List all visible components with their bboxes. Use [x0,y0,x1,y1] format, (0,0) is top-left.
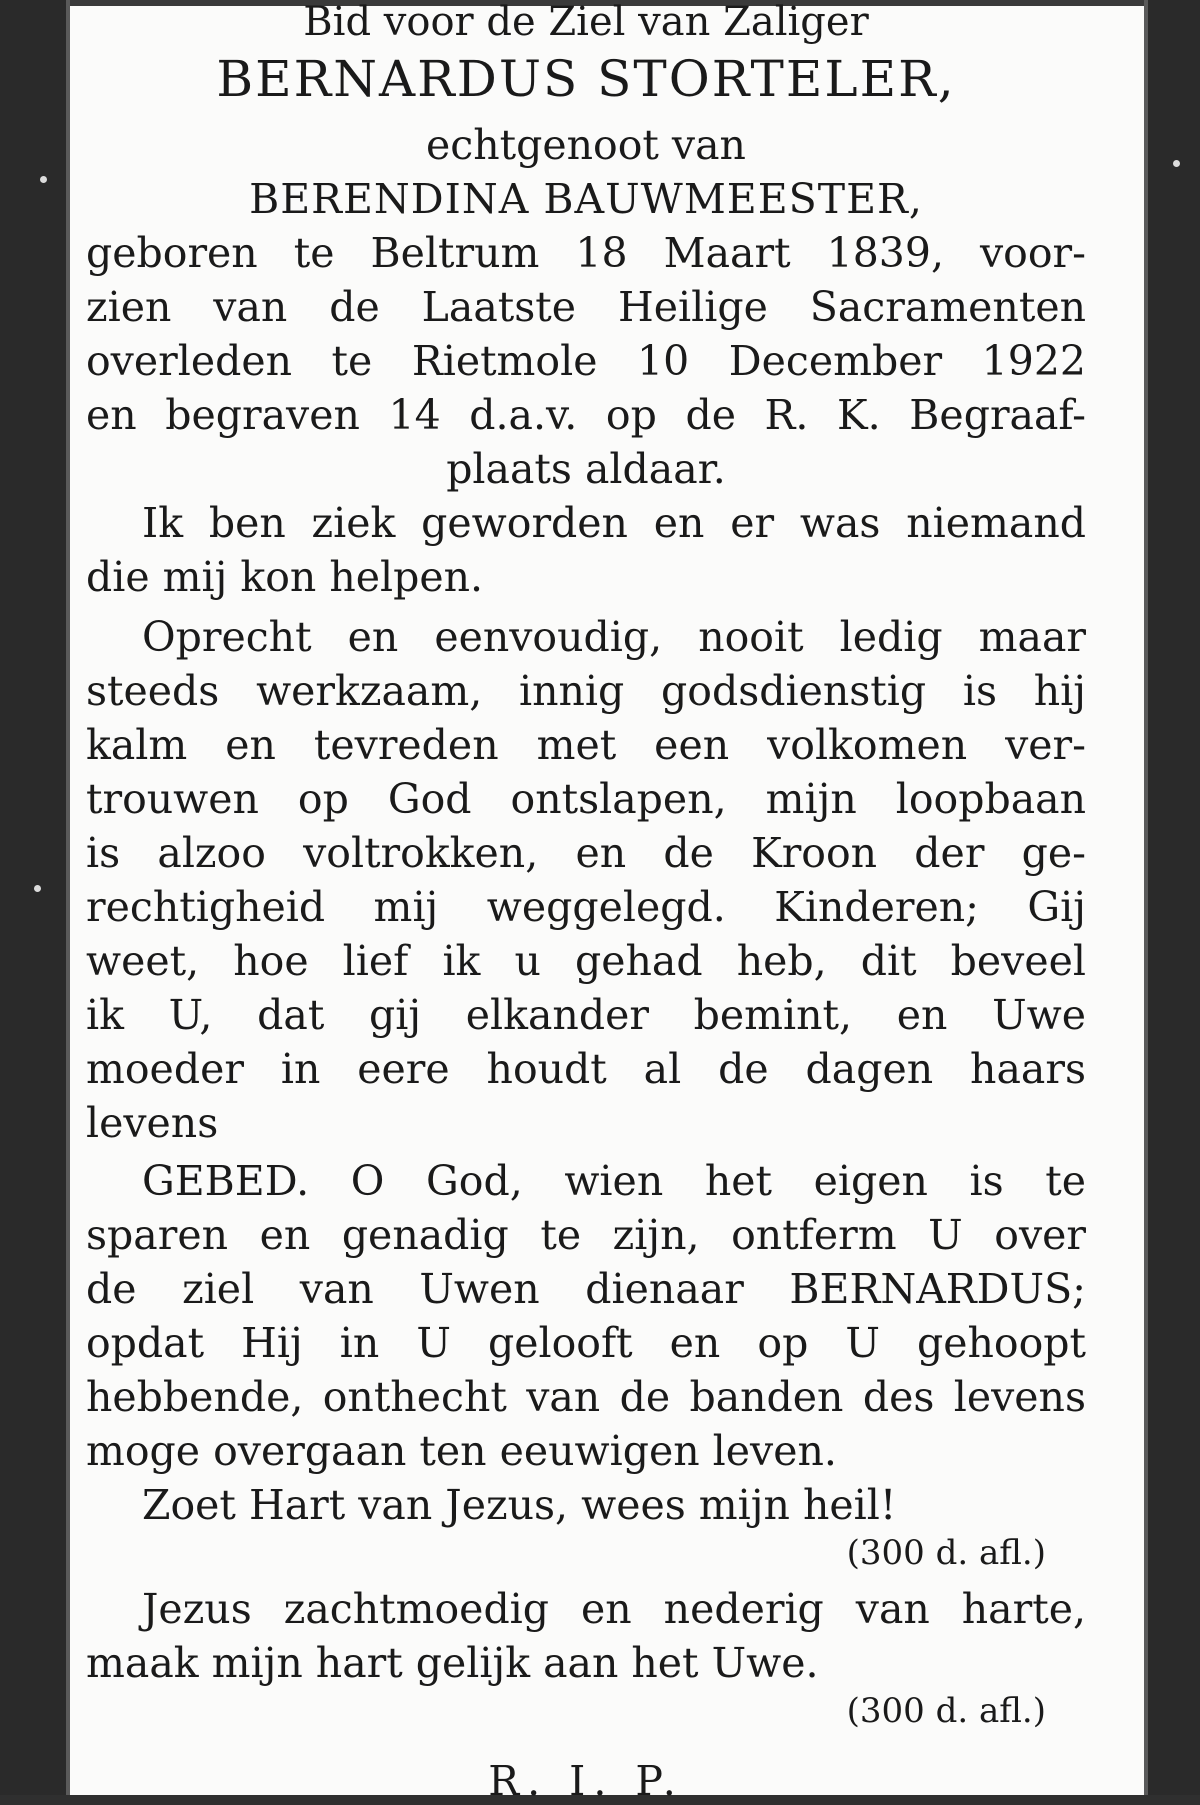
eulogy-line: steeds werkzaam, innig godsdienstig is hij [86,667,1086,715]
ejaculation-sacred-heart [86,1478,1086,1574]
indulgence-note: (300 d. afl.) [846,1533,1046,1573]
eulogy-line: ik U, dat gij elkander bemint, en Uwe [86,991,1086,1039]
bio-line: zien van de Laatste Heilige Sacramenten [86,283,1086,331]
quote-line: Ik ben ziek geworden en er was niemand [142,499,1086,547]
speck [40,176,47,183]
eulogy-line: is alzoo voltrokken, en de Kroon der ge- [86,829,1086,877]
bio-line: geboren te Beltrum 18 Maart 1839, voor- [86,229,1086,277]
deceased-name: BERNARDUS STORTELER, [216,50,956,108]
eulogy-line: trouwen op God ontslapen, mijn loopbaan [86,775,1086,823]
prayer-line: de ziel van Uwen dienaar BERNARDUS; [86,1265,1086,1313]
spouse-intro: echtgenoot van [426,121,746,169]
header-line: Bid voor de Ziel van Zaliger [303,0,869,45]
prayer-line: sparen en genadig te zijn, ontferm U over [86,1211,1086,1259]
spouse-name: BERENDINA BAUWMEESTER, [249,175,923,223]
eulogy-line: moeder in eere houdt al de dagen haars [86,1045,1086,1093]
prayer-line: opdat Hij in U gelooft en op U gehoopt [86,1319,1086,1367]
speck [1173,160,1180,167]
ejaculation-text: Zoet Hart van Jezus, wees mijn heil! [142,1481,897,1529]
right-mourning-border [1144,0,1200,1805]
card-text [86,0,1086,1805]
bio-line: plaats aldaar. [446,445,726,493]
scripture-quote [86,496,1086,550]
eulogy-line: kalm en tevreden met een volkomen ver- [86,721,1086,769]
prayer-line: moge overgaan ten eeuwigen leven. [86,1427,837,1475]
eulogy-line: levens [86,1099,219,1147]
biography [86,226,1086,496]
ejaculation-text: maak mijn hart gelijk aan het Uwe. [86,1639,819,1687]
eulogy [86,610,1086,1150]
ejaculation-text: Jezus zachtmoedig en nederig van harte, [142,1585,1086,1633]
speck [34,885,41,892]
prayer-line: GEBED. O God, wien het eigen is te [142,1157,1086,1205]
prayer [86,1154,1086,1478]
bio-line: en begraven 14 d.a.v. op de R. K. Begraaf- [86,391,1086,439]
prayer-line: hebbende, onthecht van de banden des levens [86,1373,1086,1421]
indulgence-note: (300 d. afl.) [846,1691,1046,1731]
quote-line: die mij kon helpen. [86,553,484,601]
eulogy-line: rechtigheid mij weggelegd. Kinderen; Gij [86,883,1086,931]
eulogy-line: Oprecht en eenvoudig, nooit ledig maar [142,613,1086,661]
ejaculation-jesus-meek [86,1582,1086,1732]
left-mourning-border [0,0,70,1805]
eulogy-line: weet, hoe lief ik u gehad heb, dit beveel [86,937,1086,985]
rip-closing: R. I. P. [488,1757,684,1805]
bio-line: overleden te Rietmole 10 December 1922 [86,337,1086,385]
